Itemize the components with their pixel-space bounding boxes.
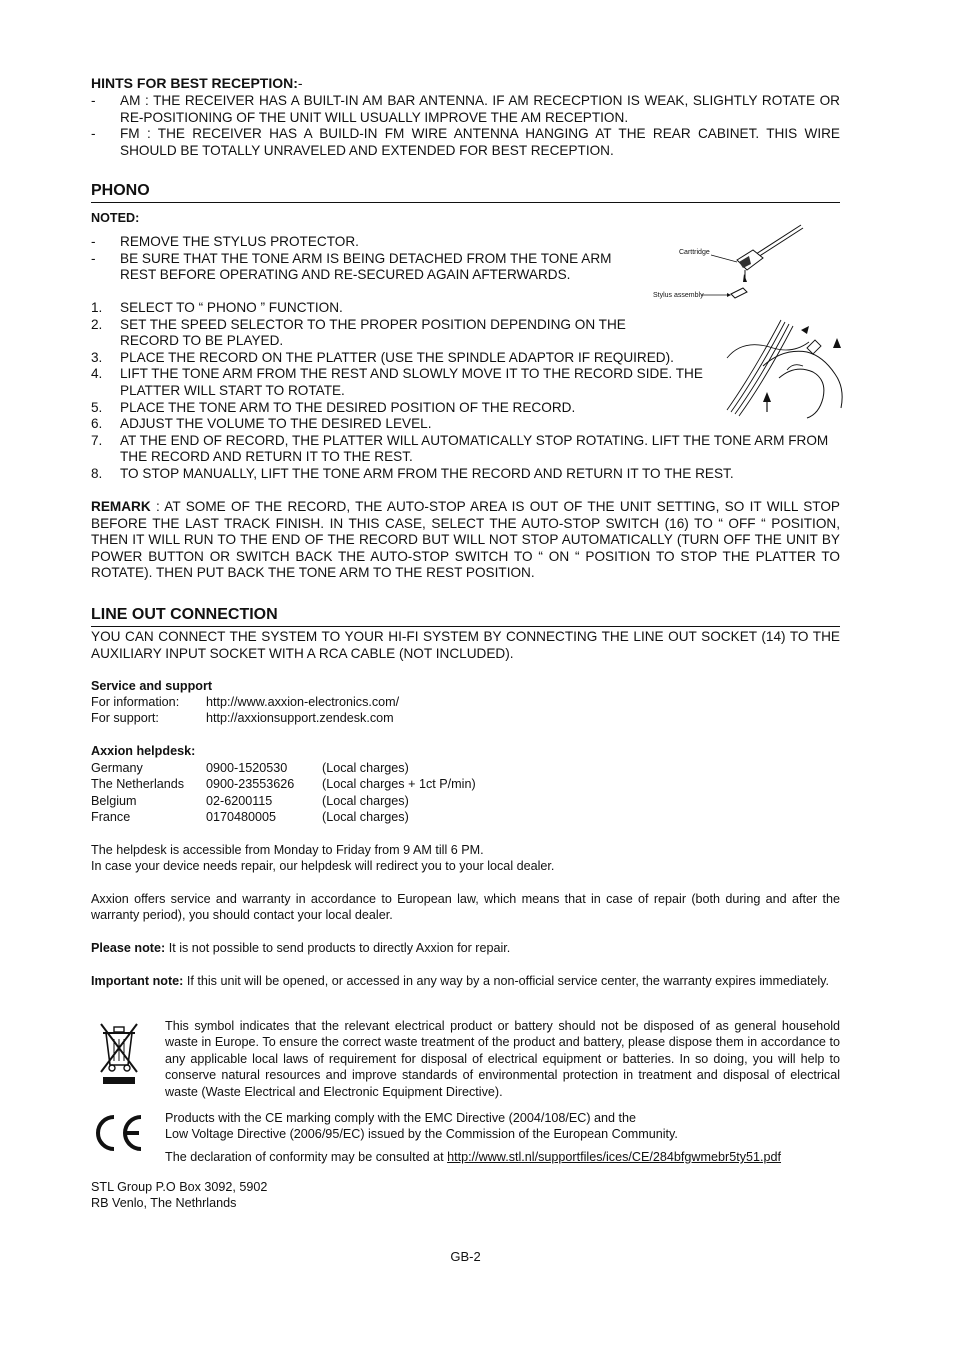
remark-label: REMARK xyxy=(91,499,151,514)
lineout-title: LINE OUT CONNECTION xyxy=(91,606,840,627)
step-text: PLACE THE TONE ARM TO THE DESIRED POSITION OF THE RECORD. xyxy=(120,399,576,415)
remark-paragraph xyxy=(91,499,840,582)
list-item: - FM : THE RECEIVER HAS A BUILD-IN FM WIRE ANTENNA HANGING AT THE REAR CABINET. THIS WIRE SHOULD BE TOTALLY UNRAVELED AND EXTENDED FOR BEST RECEPTION. xyxy=(91,126,840,158)
ce-line2: Low Voltage Directive (2006/95/EC) issued by the Commission of the European Community. xyxy=(165,1127,678,1141)
ce-mark-icon xyxy=(91,1112,147,1154)
table-row: Germany 0900-1520530 (Local charges) xyxy=(91,761,409,775)
address-line1: STL Group P.O Box 3092, 5902 xyxy=(91,1180,268,1194)
table-row: France 0170480005 (Local charges) xyxy=(91,810,409,825)
address-line2: RB Venlo, The Nethrlands xyxy=(91,1196,237,1210)
helpdesk-title: Axxion helpdesk: xyxy=(91,744,196,758)
ce-line1: Products with the CE marking comply with the EMC Directive (2004/108/EC) and the xyxy=(165,1111,637,1125)
please-note: Please note: It is not possible to send products to directly Axxion for repair. xyxy=(91,941,511,955)
phono-title: PHONO xyxy=(91,182,840,203)
list-item: 6. ADJUST THE VOLUME TO THE DESIRED LEVEL. xyxy=(91,416,432,432)
list-item: 1. SELECT TO “ PHONO ” FUNCTION. xyxy=(91,300,343,315)
list-item: - AM : THE RECEIVER HAS A BUILT-IN AM BAR ANTENNA. IF AM RECECPTION IS WEAK, SLIGHTLY ROTATE OR RE-POSITIONING OF THE UNIT WILL USUALLY IMPROVE THE AM RECEPTION. xyxy=(91,93,840,125)
list-item: 2. SET THE SPEED SELECTOR TO THE PROPER POSITION DEPENDING ON THE RECORD TO BE PLAYED. xyxy=(91,316,626,349)
list-item: 3. PLACE THE RECORD ON THE PLATTER (USE THE SPINDLE ADAPTOR IF REQUIRED). xyxy=(91,349,674,365)
helpdesk-table xyxy=(91,760,476,826)
service-table xyxy=(91,694,399,727)
note-tone-arm: BE SURE THAT THE TONE ARM IS BEING DETACHED FROM THE TONE ARM REST BEFORE OPERATING AND RE-SECURED AGAIN AFTERWARDS. xyxy=(120,250,612,283)
list-item: 7. AT THE END OF RECORD, THE PLATTER WILL AUTOMATICALLY STOP ROTATING. LIFT THE TONE ARM FROM THE RECORD AND RETURN IT TO THE REST. xyxy=(91,432,829,465)
list-item: 4. LIFT THE TONE ARM FROM THE REST AND SLOWLY MOVE IT TO THE RECORD SIDE. THE PLATTER WILL START TO ROTATE. xyxy=(91,366,703,398)
weee-text: This symbol indicates that the relevant electrical product or battery should not be disposed of as general household waste in Europe. To ensure the correct waste treatment of the product and battery, please dispose them in accordance to any applicable local laws of requirement for disposal of electrical equipment or batteries. In so doing, you will help to conserve natural resources and improve standards of environmental protection in treatment and disposal of electrical waste (Waste Electrical and Electronic Equipment Directive). xyxy=(165,1019,840,1099)
noted-label: NOTED: xyxy=(91,211,140,225)
ce-declaration: The declaration of conformity may be consulted at http://www.stl.nl/supportfiles/ices/CE/284bfgwmebr5ty51.pdf xyxy=(165,1150,782,1164)
page-number: GB-2 xyxy=(450,1249,481,1264)
remark-text: : AT SOME OF THE RECORD, THE AUTO-STOP AREA IS OUT OF THE UNIT SETTING, SO IT WILL STOP BEFORE THE LAST TRACK FINISH. IN THIS CASE, SELECT THE AUTO-STOP SWITCH (16) TO “ OFF “ POSITION, THEN IT WILL RUN TO THE END OF THE RECORD BUT WILL NOT STOP AUTOMATICALLY (TURN OFF THE UNIT BY POWER BUTTON OR SWITCH BACK THE AUTO-STOP SWITCH TO “ ON “ POSITION TO STOP THE PLATTER TO ROTATE). THEN PUT BACK THE TONE ARM TO THE REST POSITION. xyxy=(91,499,840,581)
helpdesk-hours: The helpdesk is accessible from Monday to Friday from 9 AM till 6 PM. xyxy=(91,843,484,857)
hand-tone-arm-illustration xyxy=(723,318,849,422)
list-item: - BE SURE THAT THE TONE ARM IS BEING DETACHED FROM THE TONE ARM REST BEFORE OPERATING AND RE-SECURED AGAIN AFTERWARDS. xyxy=(91,250,612,283)
table-row: Belgium 02-6200115 (Local charges) xyxy=(91,793,409,808)
step-text: TO STOP MANUALLY, LIFT THE TONE ARM FROM THE RECORD AND RETURN IT TO THE REST. xyxy=(120,465,734,481)
step-text: SELECT TO “ PHONO ” FUNCTION. xyxy=(120,300,343,315)
hints-title-suffix: - xyxy=(297,75,303,91)
tone-arm-figure xyxy=(723,318,849,422)
note-stylus: REMOVE THE STYLUS PROTECTOR. xyxy=(120,234,359,249)
step-text: SET THE SPEED SELECTOR TO THE PROPER POSITION DEPENDING ON THE RECORD TO BE PLAYED. xyxy=(120,316,626,349)
important-note: Important note: If this unit will be opened, or accessed in any way by a non-official service center, the warranty expires immediately. xyxy=(91,974,829,988)
info-url: http://www.axxion-electronics.com/ xyxy=(206,695,400,709)
step-text: AT THE END OF RECORD, THE PLATTER WILL AUTOMATICALLY STOP ROTATING. LIFT THE TONE ARM FROM THE RECORD AND RETURN IT TO THE REST. xyxy=(120,432,829,465)
cartridge-figure xyxy=(651,222,811,306)
step-text: LIFT THE TONE ARM FROM THE REST AND SLOWLY MOVE IT TO THE RECORD SIDE. THE PLATTER WILL START TO ROTATE. xyxy=(120,366,703,398)
service-title: Service and support xyxy=(91,679,213,693)
lineout-text: YOU CAN CONNECT THE SYSTEM TO YOUR HI-FI SYSTEM BY CONNECTING THE LINE OUT SOCKET (14) TO THE AUXILIARY INPUT SOCKET WITH A RCA CABLE (NOT INCLUDED). xyxy=(91,629,840,661)
hints-title xyxy=(91,75,303,91)
weee-bin-icon xyxy=(98,1021,140,1085)
warranty-info: Axxion offers service and warranty in accordance to European law, which means that in case of repair (both during and after the warranty period), you should contact your local dealer. xyxy=(91,892,840,923)
declaration-link[interactable]: http://www.stl.nl/supportfiles/ices/CE/284bfgwmebr5ty51.pdf xyxy=(447,1150,782,1164)
hints-list xyxy=(91,93,840,159)
service-label: For support: xyxy=(91,711,159,726)
step-text: ADJUST THE VOLUME TO THE DESIRED LEVEL. xyxy=(120,416,432,432)
hint-fm: FM : THE RECEIVER HAS A BUILD-IN FM WIRE ANTENNA HANGING AT THE REAR CABINET. THIS WIRE SHOULD BE TOTALLY UNRAVELED AND EXTENDED FOR BEST RECEPTION. xyxy=(120,126,840,158)
table-row xyxy=(91,694,399,710)
service-label: For information: xyxy=(91,695,180,709)
phono-notes xyxy=(91,234,651,284)
list-item: 5. PLACE THE TONE ARM TO THE DESIRED POSITION OF THE RECORD. xyxy=(91,399,576,415)
step-text: PLACE THE RECORD ON THE PLATTER (USE THE SPINDLE ADAPTOR IF REQUIRED). xyxy=(120,349,674,365)
cartridge-label: Carttridge xyxy=(679,249,710,256)
support-url: http://axxionsupport.zendesk.com xyxy=(206,711,394,726)
list-item: - REMOVE THE STYLUS PROTECTOR. xyxy=(91,234,359,249)
hint-am: AM : THE RECEIVER HAS A BUILT-IN AM BAR ANTENNA. IF AM RECECPTION IS WEAK, SLIGHTLY ROTATE OR RE-POSITIONING OF THE UNIT WILL USUALLY IMPROVE THE AM RECEPTION. xyxy=(120,93,840,125)
hints-title-text: HINTS FOR BEST RECEPTION: xyxy=(91,75,298,91)
repair-info: In case your device needs repair, our helpdesk will redirect you to your local dealer. xyxy=(91,859,555,873)
stylus-label: Stylus assembly xyxy=(653,292,704,299)
table-row: The Netherlands 0900-23553626 (Local charges + 1ct P/min) xyxy=(91,777,476,792)
list-item: 8. TO STOP MANUALLY, LIFT THE TONE ARM FROM THE RECORD AND RETURN IT TO THE REST. xyxy=(91,465,734,481)
table-row xyxy=(91,710,399,726)
